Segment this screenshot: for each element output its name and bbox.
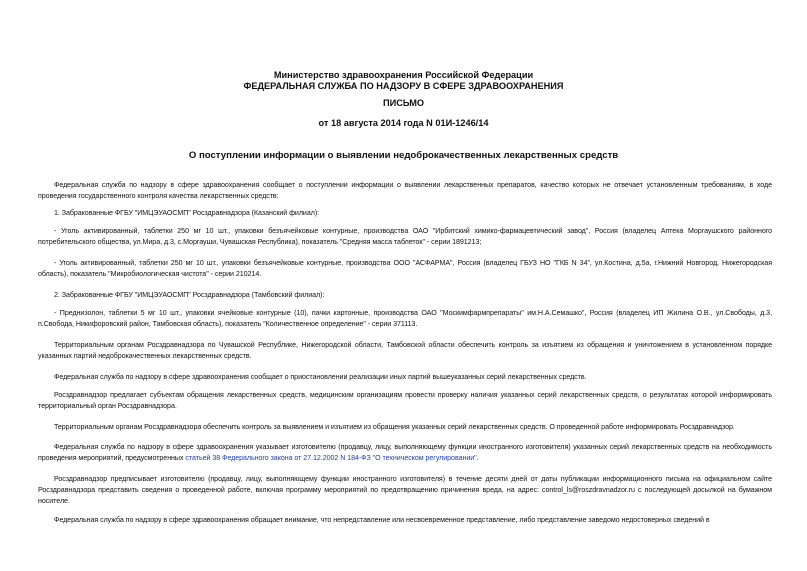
paragraph-item-1: - Уголь активированный, таблетки 250 мг 10 шт., упаковки безъячейковые контурные, производства ОАО "Ирбитский химико-фармацевтический завод", Россия (владелец Аптека Моргаушского районного потребительского общества, ул.Мира, д.3, с.Моргауши, Чувашская Республика), показатель "Средняя масса таблеток" - серии 1891213; <box>38 227 772 246</box>
paragraph-item-3: - Преднизолон, таблетки 5 мг 10 шт., упаковки ячейковые контурные (10), пачки картонные, производства ОАО "Москимфармпрепараты" им.Н.А.Семашко", Россия (владелец ИП Жилина О.В., ул.Свободы, д.3, п.Свобода, Никифоровский район, Тамбовская область), показатель "Количественное определение" - серии 371113. <box>38 309 772 328</box>
paragraph-territorial-report: Территориальным органам Росздравнадзора обеспечить контроль за выявлением и изъятием из обращения указанных серий лекарственных средств. О проведенной работе информировать Росздравнадзор. <box>54 423 735 431</box>
document-type: ПИСЬМО <box>382 98 425 108</box>
paragraph-manufacturer-text: Федеральная служба по надзору в сфере здравоохранения указывает изготовителю (продавцу, лицу, выполняющему функции иностранного изготовителя) указанных серий лекарственных средств на необходимость проведения мероприятий, предусмотренных <box>38 443 772 462</box>
paragraph-check-request: Росздравнадзор предлагает субъектам обращения лекарственных средств, медицинским организациям провести проверку наличия указанных серий лекарственных средств, о результатах которой информировать территориальный орган Росздравнадзора. <box>38 391 772 410</box>
paragraph-suspension: Федеральная служба по надзору в сфере здравоохранения сообщает о приостановлении реализации иных партий вышеуказанных серий лекарственных средств. <box>54 373 587 381</box>
paragraph-manufacturer-end: . <box>476 454 479 462</box>
service-name: ФЕДЕРАЛЬНАЯ СЛУЖБА ПО НАДЗОРУ В СФЕРЕ ЗДРАВООХРАНЕНИЯ <box>243 81 564 91</box>
paragraph-attention: Федеральная служба по надзору в сфере здравоохранения обращает внимание, что непредставление или несвоевременное представление, либо представление заведомо недостоверных сведений в <box>54 516 710 524</box>
paragraph-section-1: 1. Забракованные ФГБУ "ИМЦЭУАОСМП" Росздравнадзора (Казанский филиал): <box>54 209 320 217</box>
paragraph-prescription: Росздравнадзор предписывает изготовителю (продавцу, лицу, выполняющему функции иностранного изготовителя) в течение десяти дней от даты публикации информационного письма на официальном сайте Росздравнадзора представить сведения о проведенной работе, включая программу мероприятий по предотвращению причинения вреда, на адрес: control_ls@roszdravnadzor.ru с последующей досылкой на бумажном носителе. <box>38 475 772 505</box>
paragraph-item-2: - Уголь активированный, таблетки 250 мг 10 шт., упаковки безъячейковые контурные, производства ООО "АСФАРМА", Россия (владелец ГБУЗ НО "ГКБ N 34", ул.Костина, д.5а, г.Нижний Новгород, Нижегородская область), показатель "Микробиологическая чистота" - серии 210214. <box>38 259 772 278</box>
paragraph-section-2: 2. Забракованные ФГБУ "ИМЦЭУАОСМП" Росздравнадзора (Тамбовский филиал): <box>54 291 325 299</box>
paragraph-territorial-control: Территориальным органам Росздравнадзора по Чувашской Республике, Нижегородской области, Тамбовской области обеспечить контроль за изъятием из обращения и уничтожением в установленном порядке указанных партий недоброкачественных лекарственных средств. <box>38 341 772 360</box>
ministry-name: Министерство здравоохранения Российской Федерации <box>273 70 534 80</box>
document-date-number: от 18 августа 2014 года N 01И-1246/14 <box>318 118 489 128</box>
paragraph-intro: Федеральная служба по надзору в сфере здравоохранения сообщает о поступлении информации о выявлении лекарственных препаратов, качество которых не отвечает установленным требованиям, в ходе проведения государственного контроля качества лекарственных средств: <box>38 181 772 200</box>
law-article-link[interactable]: статьей 38 Федерального закона от 27.12.2002 N 184-ФЗ "О техническом регулировании" <box>185 454 477 462</box>
document-title: О поступлении информации о выявлении недоброкачественных лекарственных средств <box>188 150 619 161</box>
paragraph-manufacturer-measures <box>38 442 772 464</box>
